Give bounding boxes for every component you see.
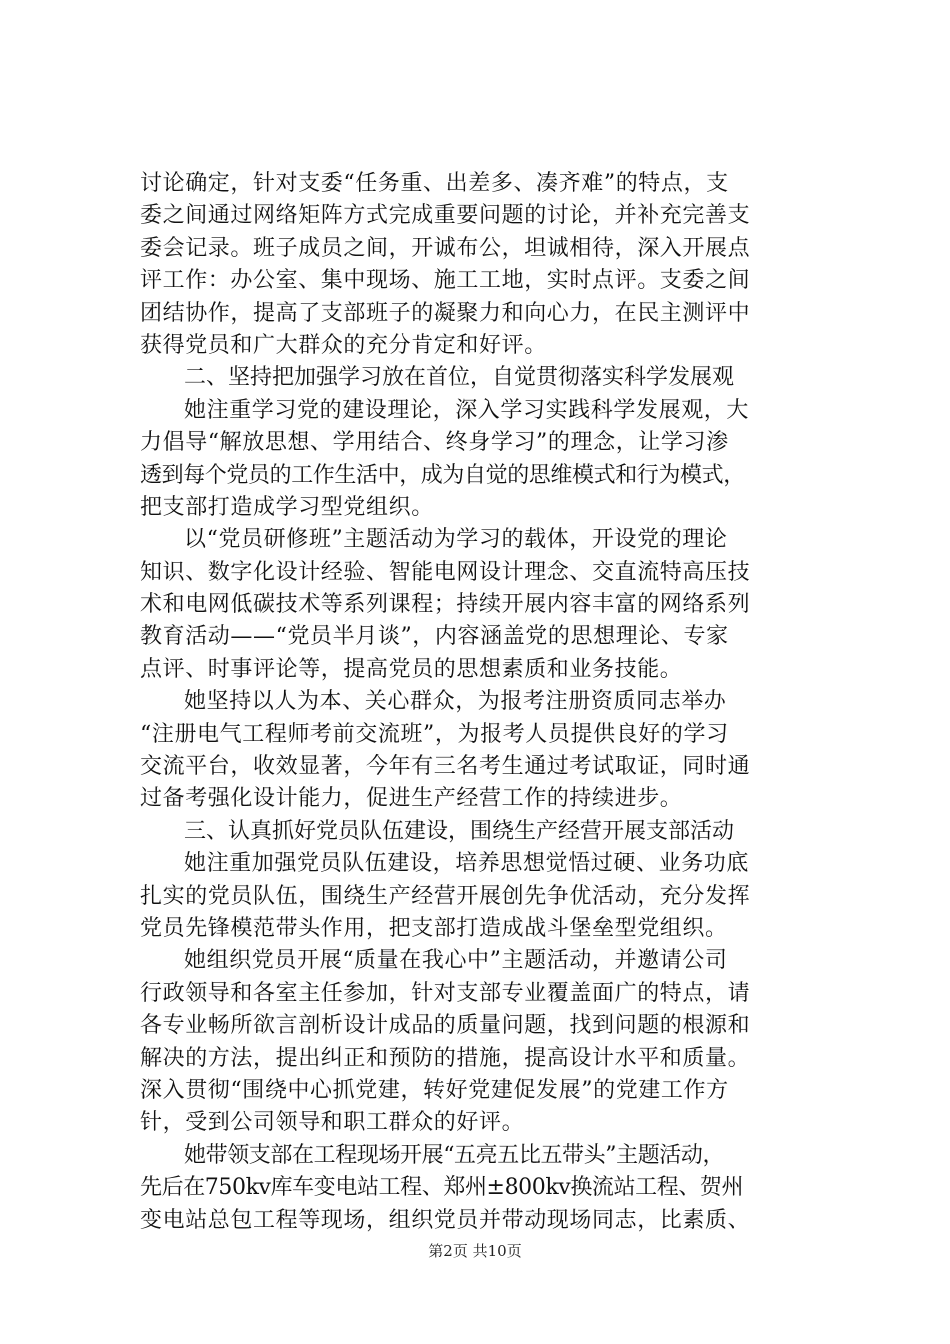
text-line: 获得党员和广大群众的充分肯定和好评。 [140, 332, 547, 358]
text-line: 她注重学习党的建设理论，深入学习实践科学发展观，大 [184, 397, 750, 423]
text-line: 知识、数字化设计经验、智能电网设计理念、交直流特高压技 [140, 559, 751, 585]
text-line: 各专业畅所欲言剖析设计成品的质量问题，找到问题的根源和 [140, 1013, 751, 1039]
text-line: 委之间通过网络矩阵方式完成重要问题的讨论，并补充完善支 [140, 203, 751, 229]
text-line: 过备考强化设计能力，促进生产经营工作的持续进步。 [140, 786, 683, 812]
text-line: “注册电气工程师考前交流班”，为报考人员提供良好的学习 [140, 721, 729, 747]
text-line: 团结协作，提高了支部班子的凝聚力和向心力，在民主测评中 [140, 300, 751, 326]
text-line: 术和电网低碳技术等系列课程；持续开展内容丰富的网络系列 [140, 592, 751, 618]
section-heading: 二、坚持把加强学习放在首位，自觉贯彻落实科学发展观 [184, 365, 735, 391]
text-line: 行政领导和各室主任参加，针对支部专业覆盖面广的特点，请 [140, 980, 751, 1006]
document-body [140, 168, 828, 1237]
text-line: 她坚持以人为本、关心群众，为报考注册资质同志举办 [184, 689, 727, 715]
text-line: 深入贯彻“围绕中心抓党建，转好党建促发展”的党建工作方 [140, 1077, 729, 1103]
text-line: 教育活动——“党员半月谈”，内容涵盖党的思想理论、专家 [140, 624, 729, 650]
text-line: 以“党员研修班”主题活动为学习的载体，开设党的理论 [184, 527, 728, 553]
text-line: 先后在750kv库车变电站工程、郑州±800kv换流站工程、贺州 [140, 1175, 744, 1201]
text-line: 针，受到公司领导和职工群众的好评。 [140, 1110, 525, 1136]
text-line: 她注重加强党员队伍建设，培养思想觉悟过硬、业务功底 [184, 851, 750, 877]
section-heading: 三、认真抓好党员队伍建设，围绕生产经营开展支部活动 [184, 818, 735, 844]
text-line: 力倡导“解放思想、学用结合、终身学习”的理念，让学习渗 [140, 430, 729, 456]
text-line: 变电站总包工程等现场，组织党员并带动现场同志，比素质、 [140, 1207, 751, 1233]
text-line: 解决的方法，提出纠正和预防的措施，提高设计水平和质量。 [140, 1045, 751, 1071]
text-line: 委会记录。班子成员之间，开诚布公，坦诚相待，深入开展点 [140, 235, 751, 261]
text-line: 她组织党员开展“质量在我心中”主题活动，并邀请公司 [184, 948, 728, 974]
text-line: 点评、时事评论等，提高党员的思想素质和业务技能。 [140, 656, 683, 682]
text-line: 她带领支部在工程现场开展“五亮五比五带头”主题活动， [184, 1142, 725, 1168]
text-line: 交流平台，收效显著，今年有三名考生通过考试取证，同时通 [140, 754, 751, 780]
text-line: 透到每个党员的工作生活中，成为自觉的思维模式和行为模式， [140, 462, 745, 488]
text-line: 扎实的党员队伍，围绕生产经营开展创先争优活动，充分发挥 [140, 883, 751, 909]
page-footer: 第2页 共10页 [428, 1242, 522, 1260]
text-line: 党员先锋模范带头作用，把支部打造成战斗堡垒型党组织。 [140, 915, 728, 941]
text-line: 把支部打造成学习型党组织。 [140, 494, 434, 520]
text-line: 讨论确定，针对支委“任务重、出差多、凑齐难”的特点，支 [140, 171, 729, 196]
text-line: 评工作：办公室、集中现场、施工工地，实时点评。支委之间 [140, 268, 751, 294]
